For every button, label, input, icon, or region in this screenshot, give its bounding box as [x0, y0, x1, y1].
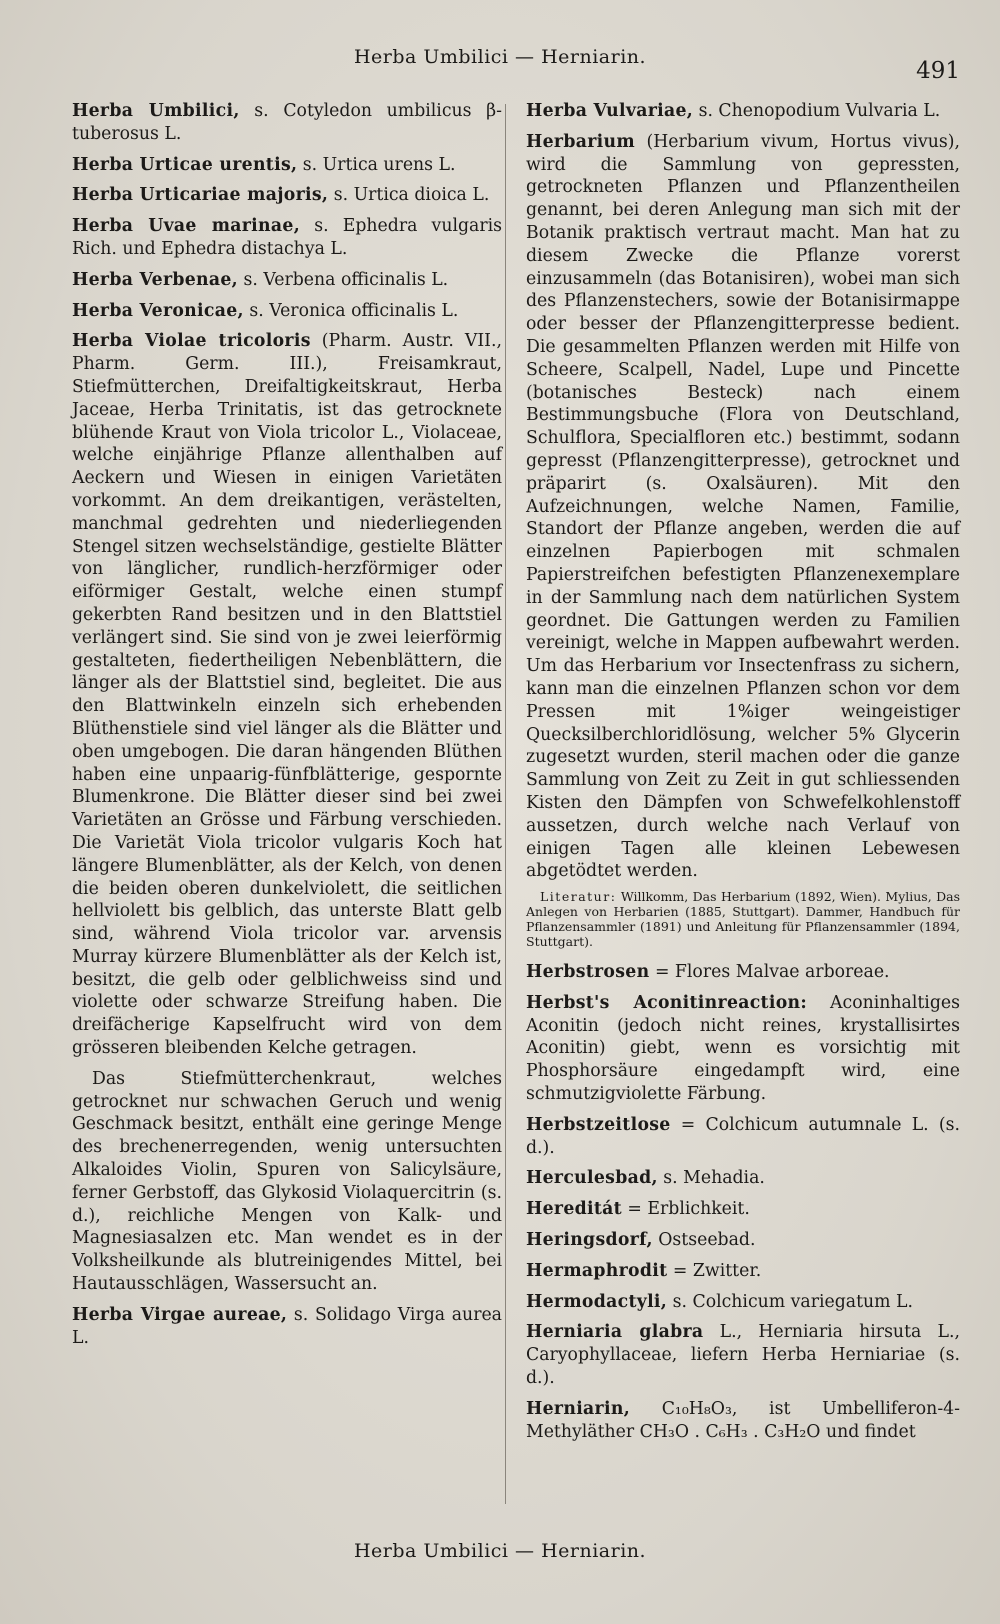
- entry-herba-veronicae: [72, 300, 502, 323]
- headword: Herba Urticariae majoris,: [72, 185, 329, 206]
- headword: Herniaria glabra: [526, 1322, 704, 1343]
- entry-herbarium: [526, 131, 960, 883]
- entry-text: (Herbarium vivum, Hortus vivus), wird die Sammlung von gepressten, getrockneten Pflanzen und Pflanzentheilen genannt, bei deren Anlegung man sich mit der Botanik praktisch vertraut macht. Man hat zu diesem Zwecke die Pflanze vorerst einzusammeln (das Botanisiren), wobei man sich des Pflanzenstechers, sowie der Botanisirmappe oder besser der Pflanzengitterpresse bedient. Die gesammelten Pflanzen werden mit Hilfe von Scheere, Scalpell, Nadel, Lupe und Pincette (botanisches Besteck) nach einem Bestimmungsbuche (Flora von Deutschland, Schulflora, Specialfloren etc.) bestimmt, sodann gepresst (Pflanzengitterpresse), getrocknet und präparirt (s. Oxalsäuren). Mit den Aufzeichnungen, welche Namen, Familie, Standort der Pflanze angeben, werden die auf einzelnen Papierbogen mit schmalen Papierstreifchen befestigten Pflanzenexemplare in der Sammlung nach dem natürlichen System geordnet. Die Gattungen werden zu Familien vereinigt, welche in Mappen aufbewahrt werden. Um das Herbarium vor Insectenfrass zu sichern, kann man die einzelnen Pflanzen schon vor dem Pressen mit 1%iger weingeistiger Quecksilberchloridlösung, welcher 5% Glycerin zugesetzt wurden, steril machen oder die ganze Sammlung von Zeit zu Zeit in gut schliessenden Kisten den Dämpfen von Schwefelkohlenstoff aussetzen, durch welche nach Verlauf von einigen Tagen alle kleinen Lebewesen abgetödtet werden.: [526, 131, 960, 882]
- entry-text: Ostseebad.: [652, 1230, 756, 1251]
- headword: Herba Vulvariae,: [526, 101, 694, 121]
- entry-herniarin: [526, 1398, 960, 1444]
- entry-herba-urticae-urentis: [72, 154, 502, 177]
- entry-text: = Flores Malvae arboreae.: [649, 962, 890, 983]
- literature-label: Literatur:: [540, 889, 617, 905]
- headword: Herba Violae tricoloris: [72, 331, 311, 352]
- entry-herba-verbenae: [72, 269, 502, 292]
- entry-herbsts-aconitinreaction: [526, 992, 960, 1106]
- entry-herba-urticariae-majoris: [72, 184, 502, 207]
- headword: Herculesbad,: [526, 1168, 658, 1189]
- entry-text: (Pharm. Austr. VII., Pharm. Germ. III.), Freisamkraut, Stiefmütterchen, Dreifaltigkeitskraut, Herba Jaceae, Herba Trinitatis, ist das getrocknete blühende Kraut von Viola tricolor L., Violaceae, welche einjährige Pflanze allenthalben auf Aeckern und Wiesen in einigen Varietäten vorkommt. An dem dreikantigen, verästelten, manchmal gedrehten und niederliegenden Stengel sitzen wechselständige, gestielte Blätter von länglicher, rundlich-herzförmiger oder eiförmiger Gestalt, welche einen stumpf gekerbten Rand besitzen und in den Blattstiel verlängert sind. Sie sind von je zwei leierförmig gestalteten, fiedertheiligen Nebenblättern, die länger als der Blattstiel sind, begleitet. Die aus den Blattwinkeln einzeln sich erhebenden Blüthenstiele sind viel länger als die Blätter und oben umgebogen. Die daran hängenden Blüthen haben eine unpaarig-fünfblätterige, gespornte Blumenkrone. Die Blätter dieser sind bei zwei Varietäten an Grösse und Färbung verschieden. Die Varietät Viola tricolor vulgaris Koch hat längere Blumenblätter, als der Kelch, von denen die beiden oberen dunkelviolett, die seitlichen hellviolett bis gelblich, das unterste Blatt gelb sind, während Viola tricolor var. arvensis Murray kürzere Blumenblätter als der Kelch ist, besitzt, die gelb oder gelblichweiss sind und violette oder schwarze Streifung haben. Die dreifächerige Kapselfrucht wird von dem grösseren bleibenden Kelche getragen.: [72, 331, 502, 1059]
- entry-text: C₁₀H₈O₃, ist Umbelliferon-4-Methyläther CH₃O . C₆H₃ . C₃H₂O und findet: [526, 1398, 960, 1442]
- right-column: [526, 100, 960, 1451]
- headword: Herba Virgae aureae,: [72, 1304, 288, 1325]
- page-number: 491: [916, 58, 960, 84]
- headword: Herba Veronicae,: [72, 300, 244, 321]
- running-head: Herba Umbilici — Herniarin.: [353, 46, 647, 68]
- entry-herba-virgae-aureae: [72, 1304, 502, 1350]
- entry-text: s. Urtica dioica L.: [328, 185, 490, 206]
- entry-text: s. Colchicum variegatum L.: [667, 1291, 914, 1312]
- headword: Herniarin,: [526, 1398, 631, 1419]
- literature-text: Willkomm, Das Herbarium (1892, Wien). Mylius, Das Anlegen von Herbarien (1885, Stuttgart). Dammer, Handbuch für Pflanzensammler (1891) und Anleitung für Pflanzensammler (1894, Stuttgart).: [526, 889, 960, 950]
- left-column: [72, 100, 502, 1357]
- entry-herbstrosen: [526, 961, 960, 984]
- entry-text: s. Verbena officinalis L.: [238, 269, 449, 290]
- entry-text: s. Chenopodium Vulvaria L.: [693, 101, 941, 121]
- entry-text: s. Urtica urens L.: [297, 154, 456, 175]
- paragraph-stiefmuetterchenkraut: [72, 1068, 502, 1296]
- column-divider: [505, 104, 506, 1504]
- entry-text: s. Veronica officinalis L.: [243, 300, 459, 321]
- entry-text: Aconinhaltiges Aconitin (jedoch nicht reines, krystallisirtes Aconitin) giebt, wenn es vorsichtig mit Phosphorsäure eingedampft wird, eine schmutzigviolette Färbung.: [526, 992, 960, 1105]
- headword: Herba Umbilici,: [72, 101, 240, 121]
- entry-herba-umbilici: [72, 100, 502, 146]
- headword: Herbarium: [526, 131, 635, 152]
- entry-text: L., Herniaria hirsuta L., Caryophyllaceae, liefern Herba Herniariae (s. d.).: [526, 1322, 961, 1389]
- headword: Herbstrosen: [526, 962, 650, 983]
- entry-hereditaet: [526, 1198, 960, 1221]
- entry-herba-violae-tricoloris: [72, 330, 502, 1060]
- entry-herba-uvae-marinae: [72, 215, 502, 261]
- literature-note: [526, 889, 960, 949]
- entry-text: s. Solidago Virga aurea L.: [72, 1304, 502, 1348]
- entry-text: s. Ephedra vulgaris Rich. und Ephedra distachya L.: [72, 216, 502, 259]
- headword: Hermodactyli,: [526, 1291, 668, 1312]
- headword: Herbst's Aconitinreaction:: [526, 992, 808, 1013]
- headword: Herba Urticae urentis,: [72, 154, 298, 175]
- entry-heringsdorf: [526, 1229, 960, 1252]
- entry-text: s. Mehadia.: [657, 1168, 765, 1189]
- entry-text: = Zwitter.: [667, 1260, 762, 1281]
- headword: Herba Uvae marinae,: [72, 216, 301, 237]
- entry-hermodactyli: [526, 1291, 960, 1314]
- headword: Herbstzeitlose: [526, 1114, 671, 1135]
- page-footer: Herba Umbilici — Herniarin.: [353, 1540, 647, 1562]
- headword: Heringsdorf,: [526, 1230, 653, 1251]
- entry-text: = Erblichkeit.: [621, 1199, 750, 1220]
- entry-hermaphrodit: [526, 1260, 960, 1283]
- entry-herbstzeitlose: [526, 1114, 960, 1160]
- entry-herniaria-glabra: [526, 1321, 960, 1389]
- headword: Hereditát: [526, 1199, 622, 1220]
- entry-herculesbad: [526, 1167, 960, 1190]
- entry-herba-vulvariae: [526, 100, 960, 123]
- entry-text: = Colchicum autumnale L. (s. d.).: [526, 1114, 960, 1158]
- headword: Herba Verbenae,: [72, 269, 238, 290]
- headword: Hermaphrodit: [526, 1260, 668, 1281]
- entry-text: Das Stiefmütterchenkraut, welches getrocknet nur schwachen Geruch und wenig Geschmack besitzt, enthält eine geringe Menge des brechenerregenden, wenig untersuchten Alkaloides Violin, Spuren von Salicylsäure, ferner Gerbstoff, das Glykosid Violaquercitrin (s. d.), reichliche Mengen von Kalk- und Magnesiasalzen etc. Man wendet es in der Volksheilkunde als blutreinigendes Mittel, bei Hautausschlägen, Wassersucht an.: [72, 1068, 502, 1295]
- entry-text: s. Cotyledon umbilicus β-tuberosus L.: [72, 101, 503, 144]
